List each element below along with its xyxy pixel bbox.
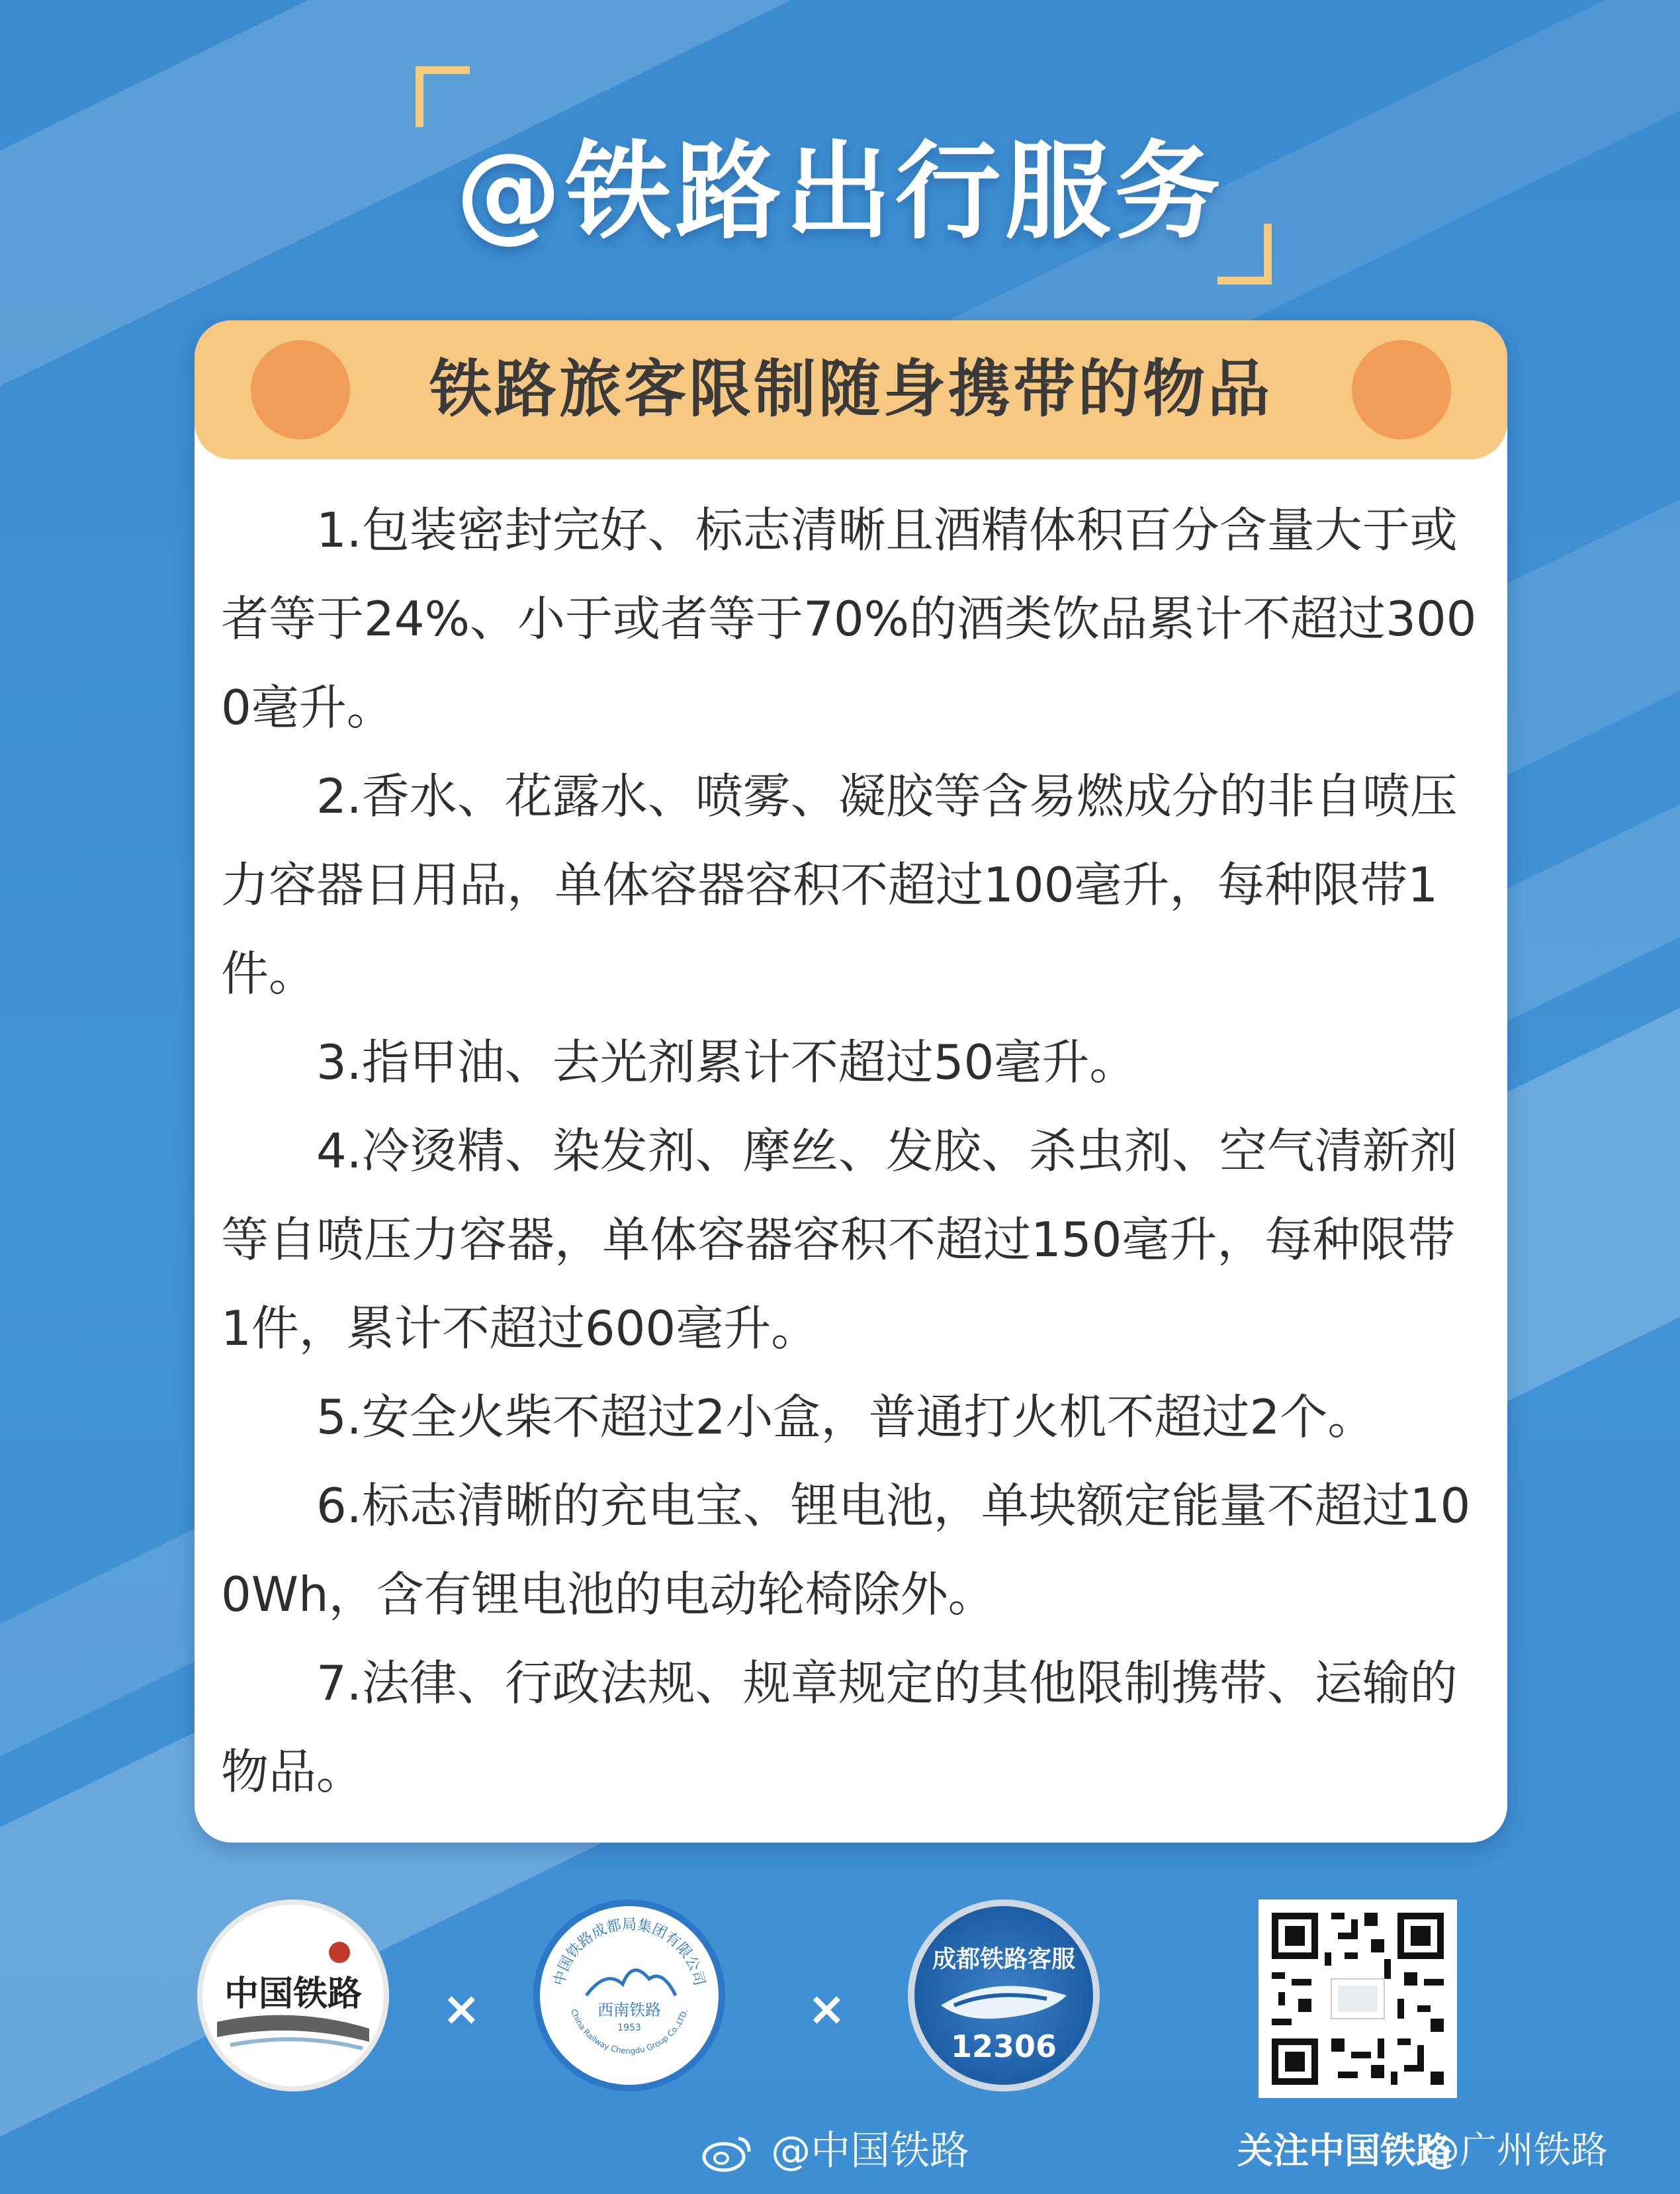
list-item: 6.标志清晰的充电宝、锂电池，单块额定能量不超过100Wh，含有锂电池的电动轮椅除外。 <box>221 1478 1471 1622</box>
chengdu-en-text: China Railway Chengdu Group Co.,LTD. <box>568 2007 690 2056</box>
list-item: 1.包装密封完好、标志清晰且酒精体积百分含量大于或者等于24%、小于或者等于70%的酒类饮品累计不超过3000毫升。 <box>221 502 1477 735</box>
item-list <box>221 486 1481 1816</box>
qr-caption: 关注中国铁路 <box>1237 2130 1452 2171</box>
s12306-top-text: 成都铁路客服 <box>932 1946 1076 1973</box>
weibo-icon <box>701 2132 754 2174</box>
s12306-bottom-text: 12306 <box>950 2029 1057 2064</box>
china-railway-logo-text: 中国铁路 <box>224 1974 363 2014</box>
times-icon: × <box>807 1982 846 2036</box>
card-header <box>195 320 1507 459</box>
card-title: 铁路旅客限制随身携带的物品 <box>429 353 1272 426</box>
weibo-watermark <box>701 2121 969 2181</box>
partner-logos <box>0 1886 1680 2098</box>
chengdu-year-text: 1953 <box>617 2023 641 2033</box>
qr-code <box>1259 1899 1457 2098</box>
chengdu-12306-logo <box>908 1899 1100 2091</box>
list-item: 5.安全火柴不超过2小盒，普通打火机不超过2个。 <box>316 1389 1376 1445</box>
list-item: 2.香水、花露水、喷雾、凝胶等含易燃成分的非自喷压力容器日用品，单体容器容积不超过100毫升，每种限带1件。 <box>221 768 1458 1001</box>
chengdu-railway-logo <box>533 1899 725 2091</box>
list-item: 7.法律、行政法规、规章规定的其他限制携带、运输的物品。 <box>221 1655 1458 1800</box>
list-item: 4.冷烫精、染发剂、摩丝、发胶、杀虫剂、空气清新剂等自喷压力容器，单体容器容积不超过150毫升，每种限带1件，累计不超过600毫升。 <box>221 1123 1458 1356</box>
chengdu-ring-text: 中国铁路成都局集团有限公司 <box>551 1917 708 1988</box>
watermark-text: @广州铁路 <box>1423 2129 1608 2172</box>
title-bracket-top-left <box>416 66 470 127</box>
china-railway-logo <box>197 1899 389 2091</box>
chengdu-center-text: 西南铁路 <box>597 2001 661 2019</box>
page-title: @铁路出行服务 <box>455 130 1225 253</box>
watermark-text: @中国铁路 <box>771 2128 970 2174</box>
content-card <box>195 320 1507 1843</box>
times-icon: × <box>442 1982 481 2036</box>
svg-text:中国铁路成都局集团有限公司 <box>551 1917 707 1988</box>
weibo-watermark <box>1423 2121 1608 2181</box>
list-item: 3.指甲油、去光剂累计不超过50毫升。 <box>316 1034 1137 1090</box>
